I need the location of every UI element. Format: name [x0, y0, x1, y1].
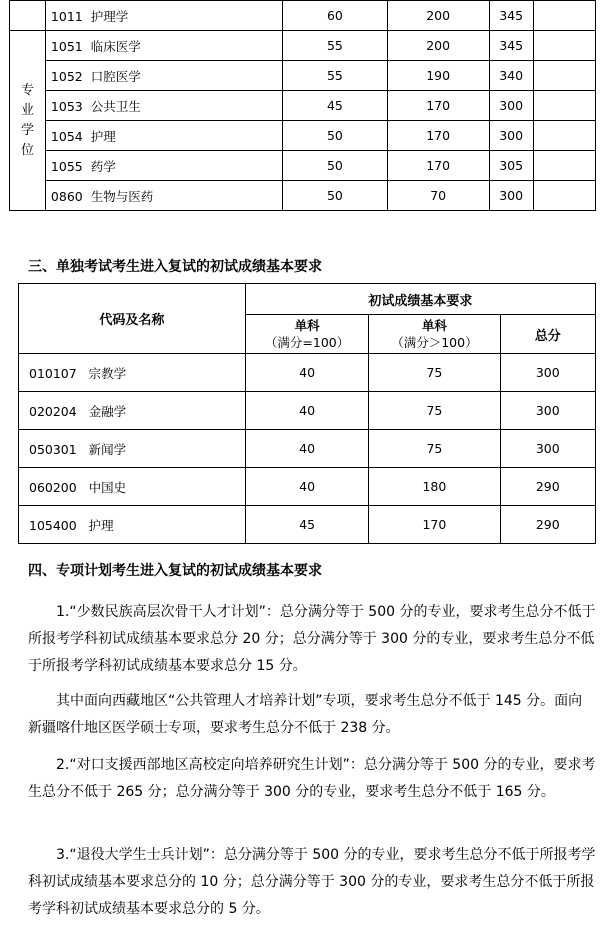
header-code-name: 代码及名称: [19, 284, 246, 354]
table-row: [10, 1, 596, 31]
row-code: 1011: [50, 8, 83, 24]
professional-degree-table: [9, 0, 596, 211]
table-row: 1053 公共卫生 45 170 300: [10, 91, 596, 121]
paragraph: 3.“退役大学生士兵计划”：总分满分等于 500 分的专业，要求考生总分不低于所报考学科初试成绩基本要求总分的 10 分；总分满分等于 300 分的专业，要求考生总分不低于所报考学科初试成绩基本要求总分的 5 分。: [28, 847, 596, 917]
paragraph: 2.“对口支援西部地区高校定向培养研究生计划”：总分满分等于 500 分的专业，要求考生总分不低于 265 分；总分满分等于 300 分的专业，要求考生总分不低于 165 分。: [28, 757, 596, 800]
cell-single-100: 60: [283, 1, 388, 31]
table-row: 010107 宗教学 40 75 300: [19, 354, 596, 392]
independent-exam-table: [18, 283, 596, 544]
table-row: 105400 护理 45 170 290: [19, 506, 596, 544]
table-row: 专 业 学 位 1051 临床医学 55 200 345: [10, 31, 596, 61]
section4-title: 四、专项计划考生进入复试的初试成绩基本要求: [28, 563, 322, 579]
table-row: 020204 金融学 40 75 300: [19, 392, 596, 430]
table-row: 050301 新闻学 40 75 300: [19, 430, 596, 468]
table-row: 1052 口腔医学 55 190 340: [10, 61, 596, 91]
category-cell: 专 业 学 位: [10, 31, 46, 211]
header-single-100: 单科 （满分=100）: [245, 315, 368, 354]
table-row: 060200 中国史 40 180 290: [19, 468, 596, 506]
paragraph: 其中面向西藏地区“公共管理人才培养计划”专项，要求考生总分不低于 145 分。面向新疆喀什地区医学硕士专项，要求考生总分不低于 238 分。: [28, 693, 583, 736]
table-row: 1055 药学 50 170 305: [10, 151, 596, 181]
header-total: 总分: [500, 315, 595, 354]
cell-total: 345: [489, 1, 533, 31]
row-code: 1051: [50, 38, 83, 54]
table-row: 0860 生物与医药 50 70 300: [10, 181, 596, 211]
row-name: 临床医学: [90, 38, 141, 54]
header-single-over-100: 单科 （满分＞100）: [369, 315, 500, 354]
paragraph: 1.“少数民族高层次骨干人才计划”：总分满分等于 500 分的专业，要求考生总分不低于所报考学科初试成绩基本要求总分 20 分；总分满分等于 300 分的专业，要求考生总分不低于所报考学科初试成绩基本要求总分 15 分。: [28, 604, 596, 674]
cell-single-over-100: 200: [387, 1, 489, 31]
table-row: 1054 护理 50 170 300: [10, 121, 596, 151]
section3-title: 三、单独考试考生进入复试的初试成绩基本要求: [28, 259, 322, 275]
header-group: 初试成绩基本要求: [245, 284, 595, 315]
row-name: 护理学: [90, 8, 129, 24]
